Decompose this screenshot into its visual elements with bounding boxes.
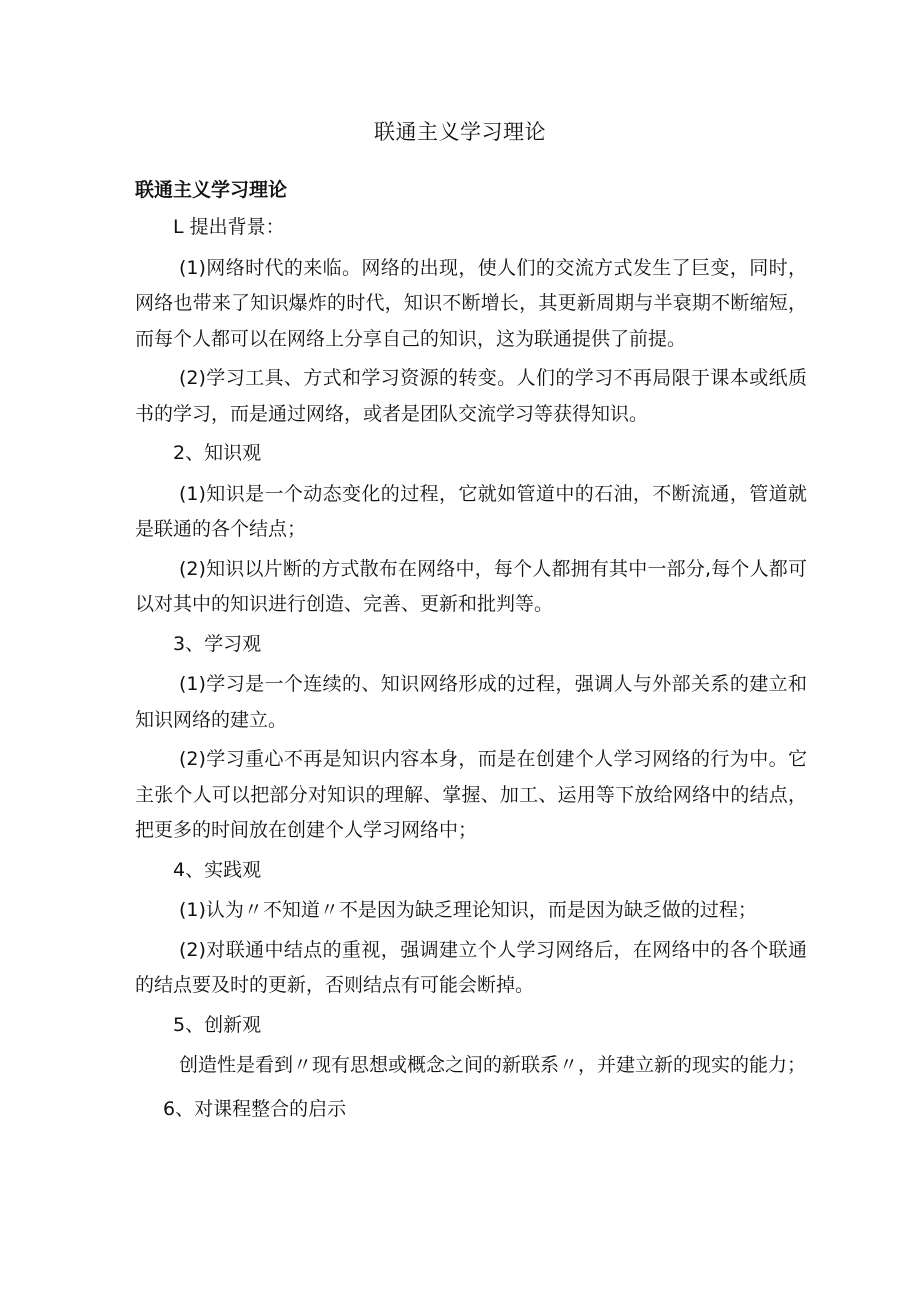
section-heading-practice: 4、实践观 bbox=[173, 858, 262, 881]
section-heading-background: L 提出背景： bbox=[173, 216, 285, 238]
paragraph: (2)对联通中结点的重视，强调建立个人学习网络后，在网络中的各个联通的结点要及时的更新，否则结点有可能会断掉。 bbox=[135, 938, 807, 996]
document-title: 联通主义学习理论 bbox=[374, 120, 546, 144]
section-heading-innovation: 5、创新观 bbox=[173, 1013, 262, 1036]
section-heading-learning: 3、学习观 bbox=[173, 632, 262, 655]
document-subtitle: 联通主义学习理论 bbox=[135, 179, 288, 201]
paragraph: (1)学习是一个连续的、知识网络形成的过程，强调人与外部关系的建立和知识网络的建立。 bbox=[135, 673, 807, 731]
section-heading-curriculum: 6、对课程整合的启示 bbox=[163, 1097, 347, 1120]
paragraph: (1)网络时代的来临。网络的出现，使人们的交流方式发生了巨变，同时，网络也带来了知识爆炸的时代，知识不断增长，其更新周期与半衰期不断缩短，而每个人都可以在网络上分享自己的知识，这为联通提供了前提。 bbox=[135, 256, 807, 350]
document-body bbox=[135, 210, 807, 1132]
paragraph: (1)认为〃不知道〃不是因为缺乏理论知识，而是因为缺乏做的过程； bbox=[179, 899, 757, 921]
paragraph: (2)学习工具、方式和学习资源的转变。人们的学习不再局限于课本或纸质书的学习，而是通过网络，或者是团队交流学习等获得知识。 bbox=[135, 367, 807, 425]
paragraph: 创造性是看到〃现有思想或概念之间的新联系〃，并建立新的现实的能力； bbox=[179, 1054, 807, 1076]
paragraph: (2)学习重心不再是知识内容本身，而是在创建个人学习网络的行为中。它主张个人可以把部分对知识的理解、掌握、加工、运用等下放给网络中的结点，把更多的时间放在创建个人学习网络中； bbox=[135, 748, 807, 841]
paragraph: (1)知识是一个动态变化的过程，它就如管道中的石油，不断流通，管道就是联通的各个结点； bbox=[135, 482, 807, 540]
section-heading-knowledge: 2、知识观 bbox=[173, 442, 262, 464]
paragraph: (2)知识以片断的方式散布在网络中，每个人都拥有其中一部分,每个人都可以对其中的知识进行创造、完善、更新和批判等。 bbox=[135, 557, 807, 615]
